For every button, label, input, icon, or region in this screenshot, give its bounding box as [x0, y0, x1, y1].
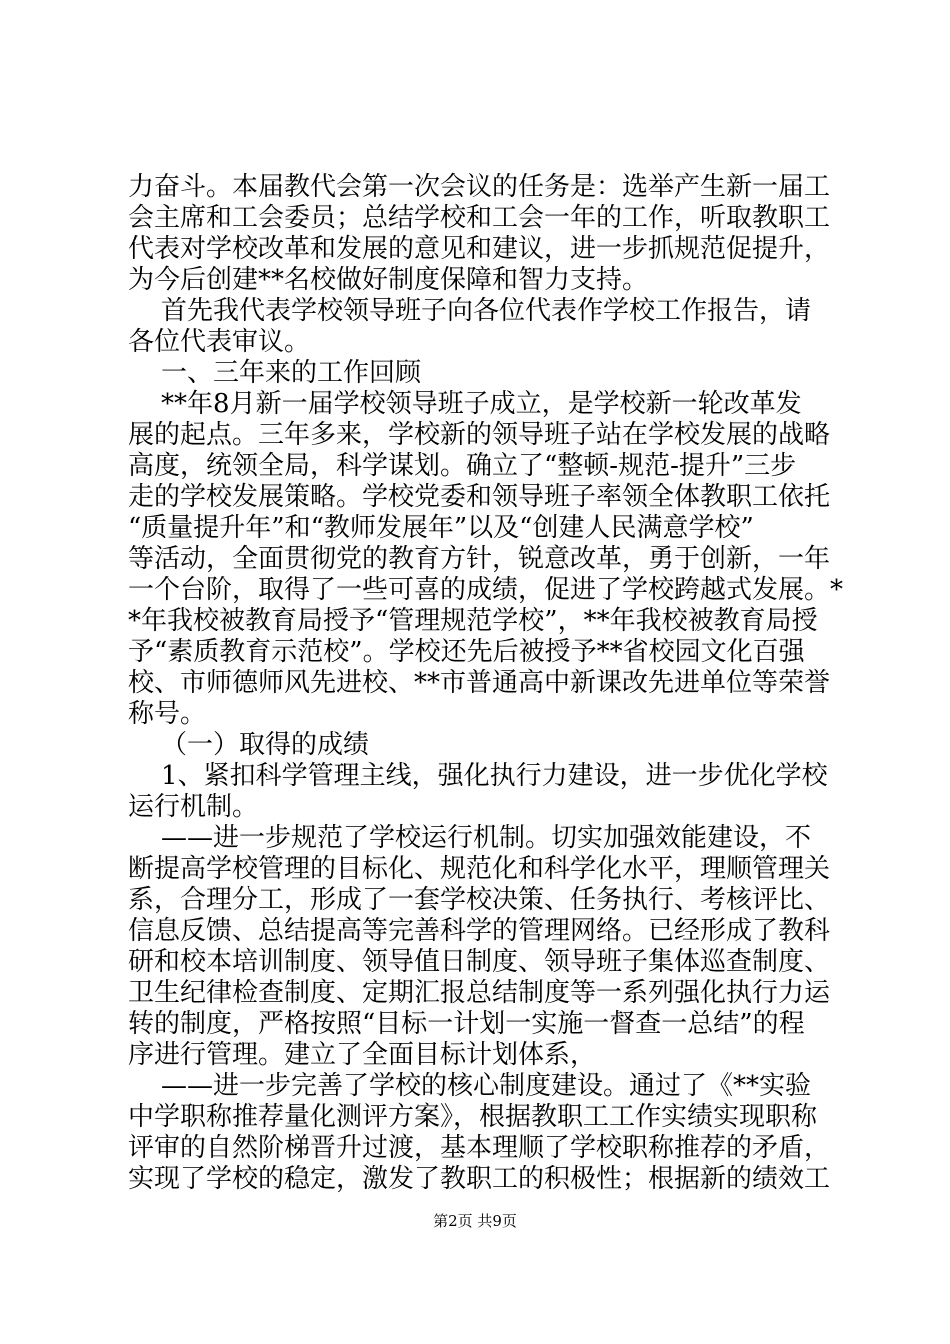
text-line: 1、紧扣科学管理主线，强化执行力建设，进一步优化学校 — [128, 761, 828, 791]
text-line: ——进一步完善了学校的核心制度建设。通过了《**实验 — [128, 1071, 812, 1101]
text-line: 实现了学校的稳定，激发了教职工的积极性；根据新的绩效工 — [128, 1164, 831, 1194]
text-line: 卫生纪律检查制度、定期汇报总结制度等一系列强化执行力运 — [128, 978, 831, 1008]
text-line: 系，合理分工，形成了一套学校决策、任务执行、考核评比、 — [128, 885, 831, 915]
text-line: 转的制度，严格按照“目标一计划一实施一督查一总结”的程 — [128, 1009, 805, 1039]
text-line: 研和校本培训制度、领导值日制度、领导班子集体巡查制度、 — [128, 947, 831, 977]
text-line: 信息反馈、总结提高等完善科学的管理网络。已经形成了教科 — [128, 916, 831, 946]
text-line: 校、市师德师风先进校、**市普通高中新课改先进单位等荣誉 — [128, 668, 831, 698]
text-line: 断提高学校管理的目标化、规范化和科学化水平，理顺管理关 — [128, 854, 831, 884]
text-line: **年8月新一届学校领导班子成立，是学校新一轮改革发 — [128, 389, 802, 419]
text-line: 走的学校发展策略。学校党委和领导班子率领全体教职工依托 — [128, 482, 831, 512]
text-line: 一个台阶，取得了一些可喜的成绩，促进了学校跨越式发展。* — [128, 575, 844, 605]
text-line: 代表对学校改革和发展的意见和建议，进一步抓规范促提升， — [128, 234, 831, 264]
text-line: 运行机制。 — [128, 792, 259, 822]
page-footer: 第2页 共9页 — [433, 1212, 517, 1230]
text-line: 予“素质教育示范校”。学校还先后被授予**省校园文化百强 — [128, 637, 805, 667]
text-line: （一）取得的成绩 — [128, 730, 370, 760]
text-line: *年我校被教育局授予“管理规范学校”，**年我校被教育局授 — [128, 606, 818, 636]
text-line: 中学职称推荐量化测评方案》，根据教职工工作实绩实现职称 — [128, 1102, 818, 1132]
body-text — [128, 172, 844, 1195]
text-line: 高度，统领全局，科学谋划。确立了“整顿-规范-提升”三步 — [128, 451, 797, 481]
text-line: 展的起点。三年多来，学校新的领导班子站在学校发展的战略 — [128, 420, 831, 450]
text-line: 评审的自然阶梯晋升过渡，基本理顺了学校职称推荐的矛盾， — [128, 1133, 831, 1163]
text-line: 称号。 — [128, 699, 207, 729]
text-line: 等活动，全面贯彻党的教育方针，锐意改革，勇于创新，一年 — [128, 544, 831, 574]
text-line: 首先我代表学校领导班子向各位代表作学校工作报告，请 — [128, 296, 812, 326]
text-line: “质量提升年”和“教师发展年”以及“创建人民满意学校” — [128, 513, 754, 543]
text-line: 为今后创建**名校做好制度保障和智力支持。 — [128, 265, 649, 295]
text-line: 一、三年来的工作回顾 — [128, 358, 422, 388]
text-line: ——进一步规范了学校运行机制。切实加强效能建设，不 — [128, 823, 812, 853]
text-line: 各位代表审议。 — [128, 327, 311, 357]
text-line: 序进行管理。建立了全面目标计划体系， — [128, 1040, 597, 1070]
text-line: 会主席和工会委员；总结学校和工会一年的工作，听取教职工 — [128, 203, 831, 233]
text-line: 力奋斗。本届教代会第一次会议的任务是：选举产生新一届工 — [128, 172, 831, 202]
